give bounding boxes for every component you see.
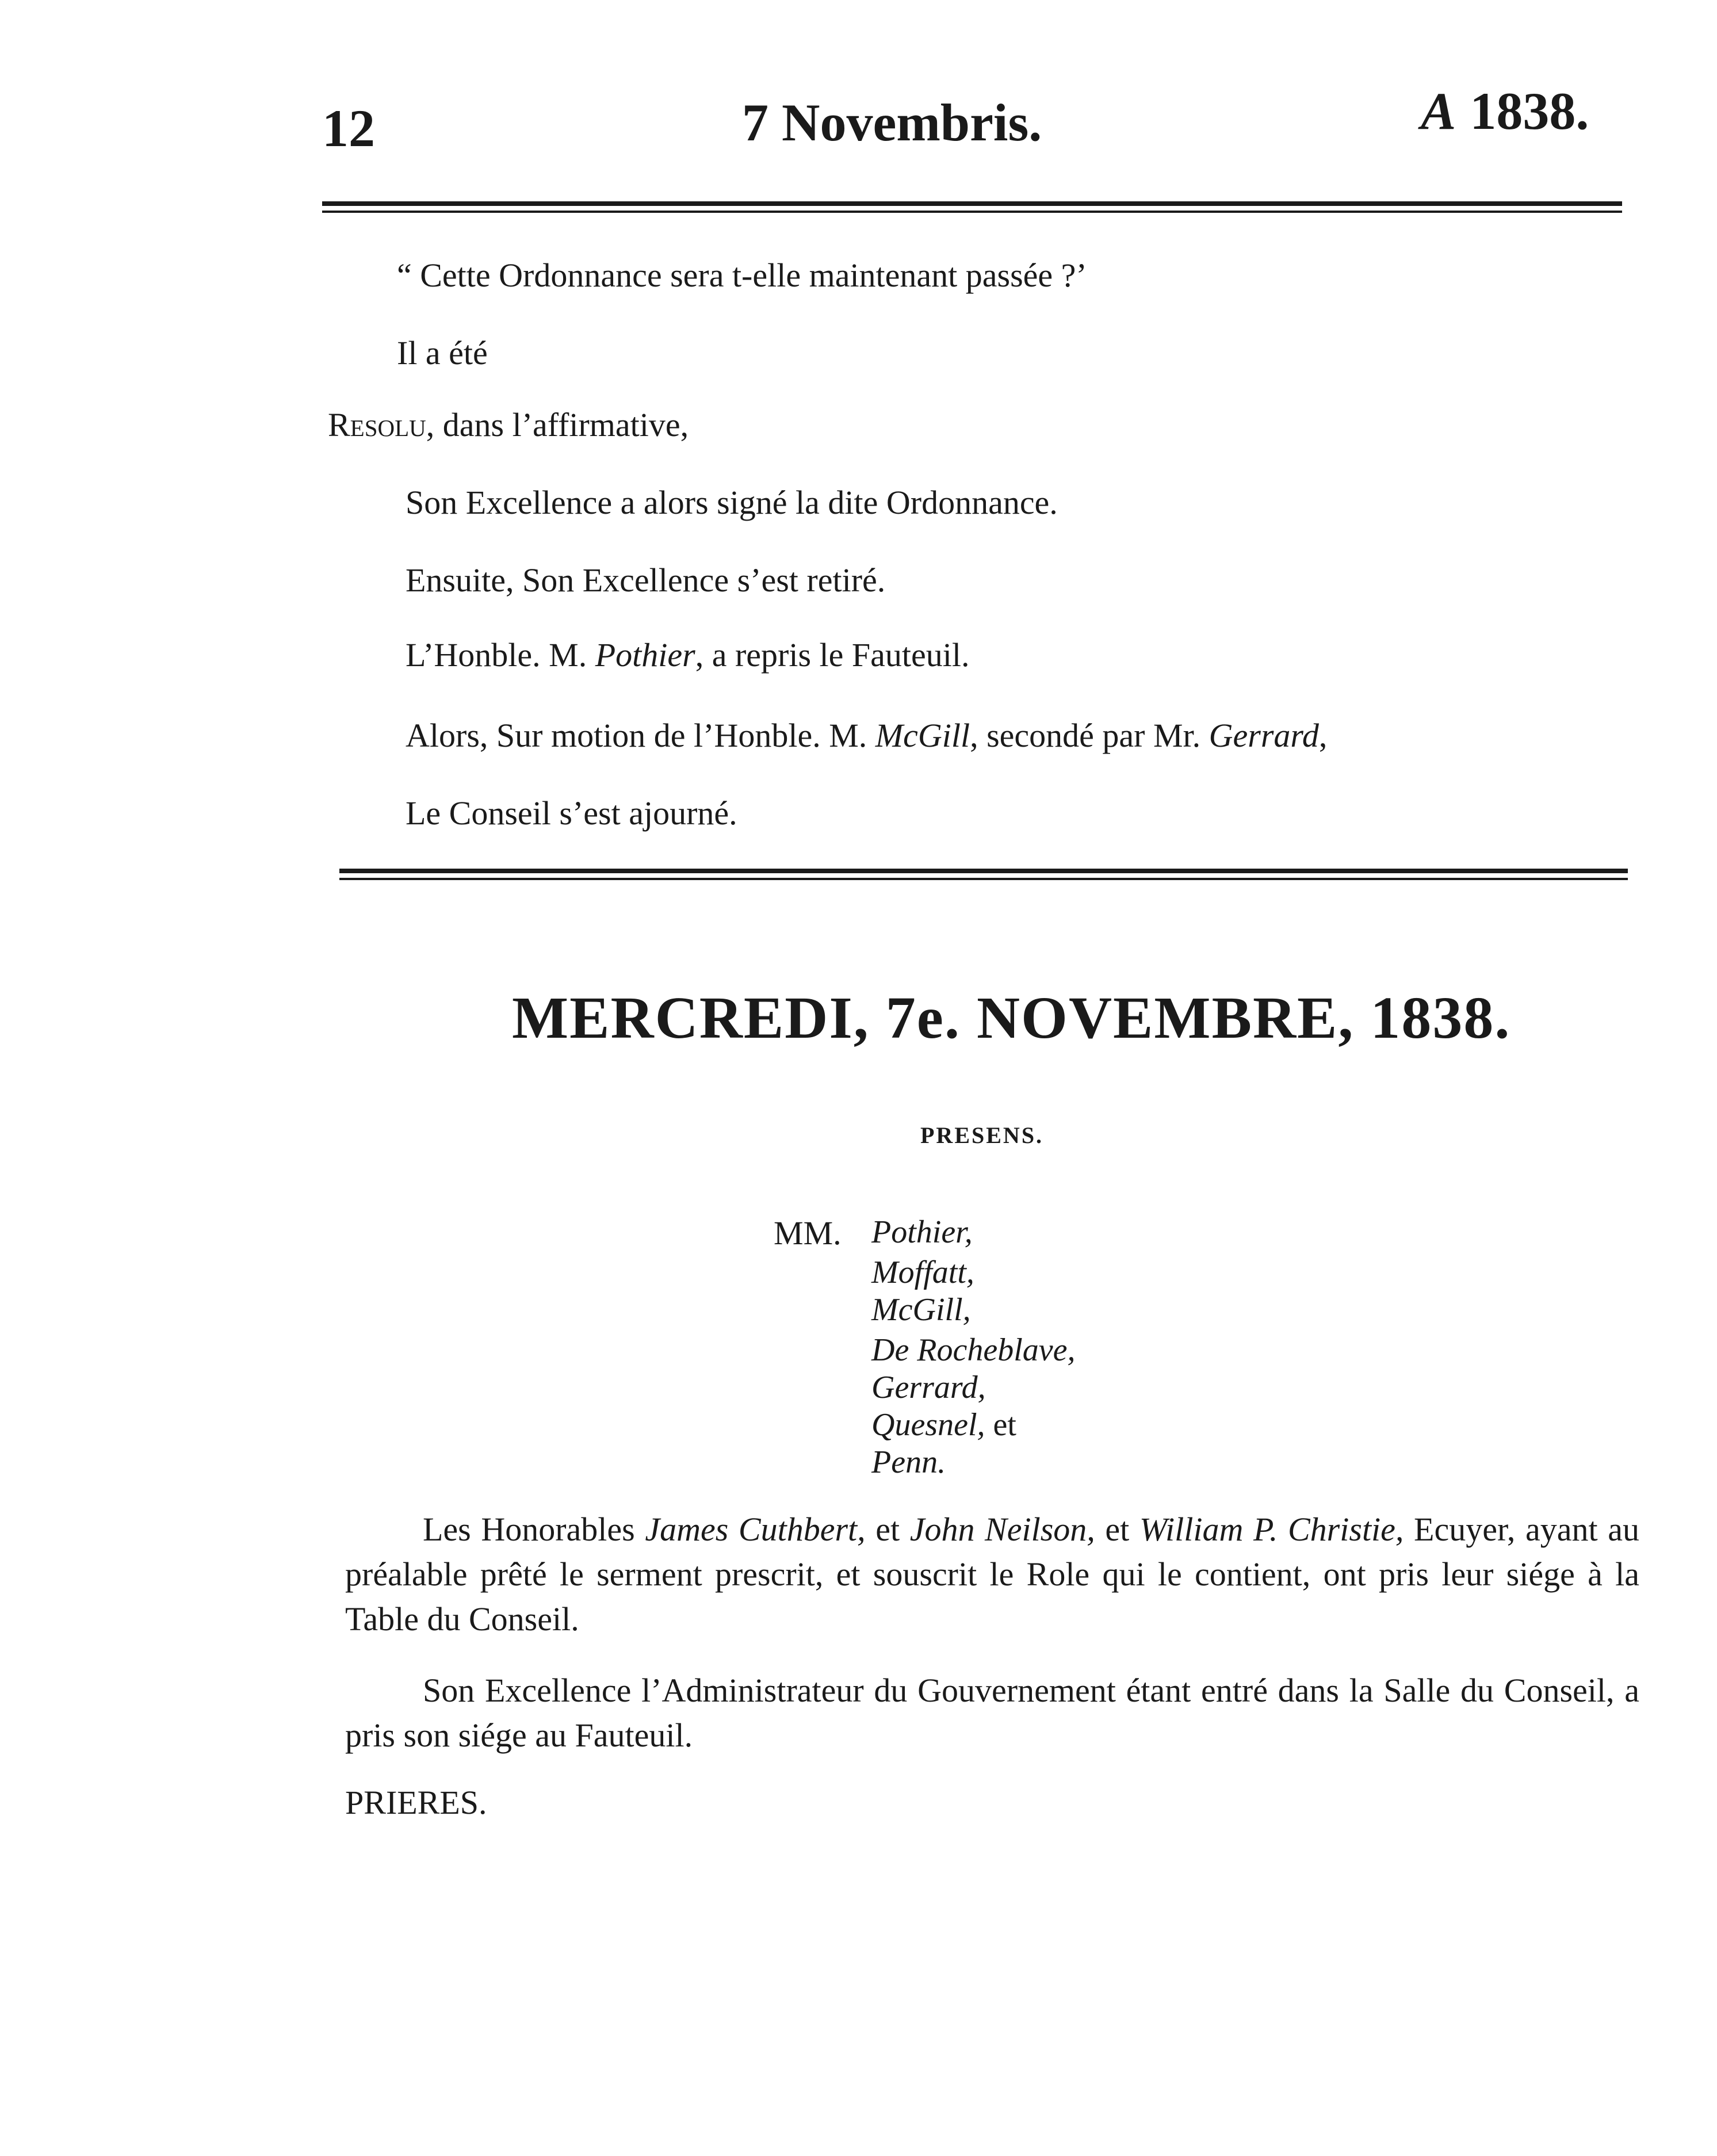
para-text: Les Honorables [423,1511,645,1548]
administrator-paragraph: Son Excellence l’Administrateur du Gouvernement étant entré dans la Salle du Conseil, a pris son siége au Fauteuil. [345,1672,1639,1754]
il-a-ete-line: Il a été [397,334,488,372]
member-name-text: Quesnel, [871,1407,985,1443]
running-header-date: 7 Novembris. [742,93,1042,152]
member-suffix: et [985,1407,1016,1443]
question-line: “ Cette Ordonnance sera t-elle maintenant passée ?’ [397,257,1087,294]
fauteuil-post: , a repris le Fauteuil. [695,636,970,674]
header-double-rule [322,201,1622,213]
councillor-name: John Neilson, [909,1511,1095,1548]
member-name [871,1254,974,1291]
section-double-rule [339,869,1628,880]
member-name-text: Gerrard, [871,1370,986,1405]
resolu-line [328,406,689,444]
motion-name-1: McGill [875,717,970,754]
year-prefix: A [1421,82,1456,140]
member-name-text: Penn. [871,1444,946,1480]
member-name [871,1214,973,1251]
mm-label: MM. [774,1214,842,1252]
councillor-name: James Cuthbert, [645,1511,866,1548]
para-text: Ecuyer, ayant au préalable prêté le serment prescrit, et souscrit le Role qui le contient, ont pris leur siége à la Table du Conseil. [345,1511,1639,1638]
motion-pre: Alors, Sur motion de l’Honble. M. [406,717,875,754]
para-text: et [865,1511,910,1548]
oath-paragraph [345,1507,1639,1642]
fauteuil-name: Pothier [595,636,695,674]
year-value: 1838. [1470,82,1589,140]
sitting-title: MERCREDI, 7e. NOVEMBRE, 1838. [512,985,1511,1051]
signed-line: Son Excellence a alors signé la dite Ordonnance. [406,484,1058,521]
prieres-heading: PRIERES. [345,1784,487,1821]
member-name [871,1406,1016,1443]
member-name [871,1291,971,1328]
member-name-text: McGill, [871,1292,971,1328]
fauteuil-line [406,636,969,674]
resolu-rest: , dans l’affirmative, [426,406,689,444]
member-name-text: De Rocheblave, [871,1332,1076,1368]
councillor-name: William P. Christie, [1139,1511,1404,1548]
motion-post: , [1318,717,1328,754]
resolu-word: Resolu [328,406,426,444]
page-number: 12 [322,99,375,158]
member-name [871,1444,946,1481]
motion-mid: , secondé par Mr. [970,717,1209,754]
member-name [871,1332,1075,1368]
fauteuil-pre: L’Honble. M. [406,636,595,674]
presens-heading: PRESENS. [920,1122,1044,1148]
para-text: et [1095,1511,1139,1548]
member-name [871,1369,986,1406]
motion-name-2: Gerrard [1209,717,1319,754]
member-name-text: Moffatt, [871,1255,974,1290]
adjourned-line: Le Conseil s’est ajourné. [406,794,737,832]
member-name-text: Pothier, [871,1214,973,1250]
running-header-year [1421,81,1589,142]
retired-line: Ensuite, Son Excellence s’est retiré. [406,561,886,599]
motion-line [406,716,1327,755]
